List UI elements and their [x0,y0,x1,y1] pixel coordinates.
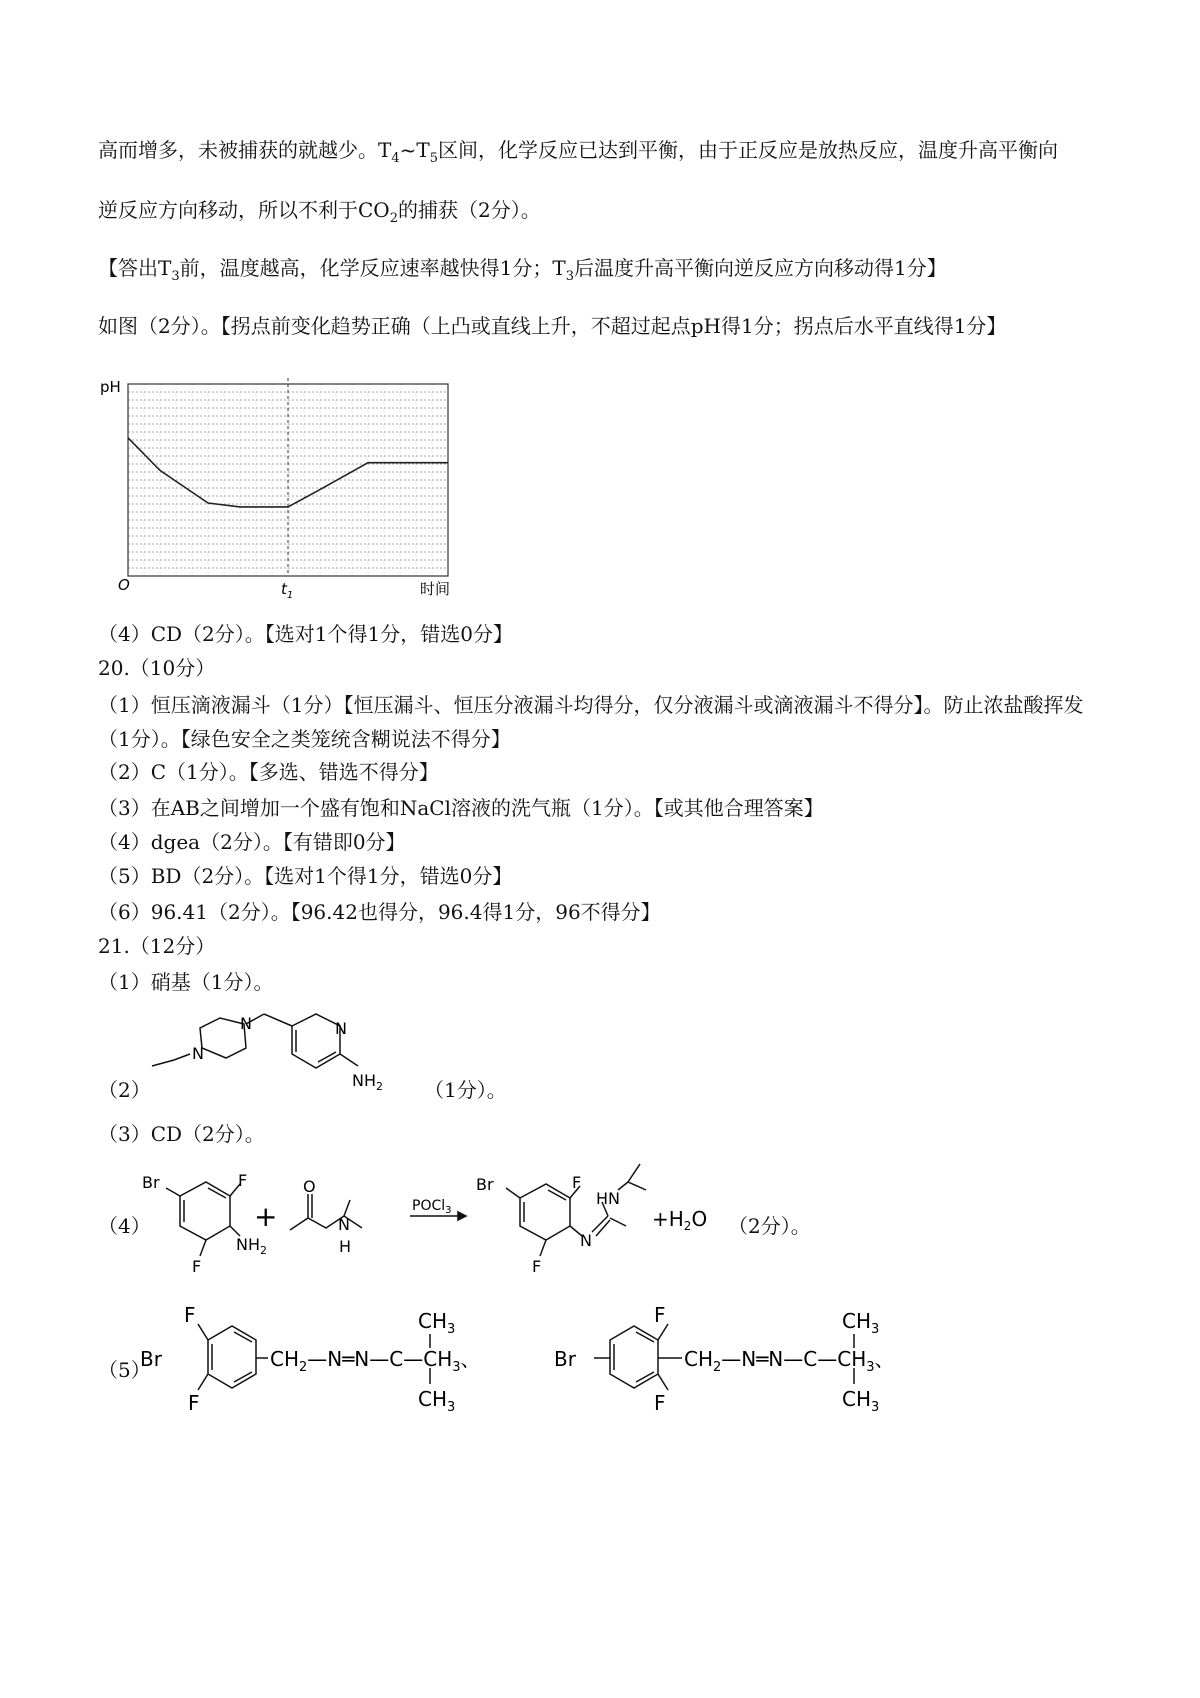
scoring-note-line: 【答出$T_3$前，温度越高，化学反应速率越快得1分；$T_3$后温度升高平衡向逆反应方向移动得1分】 [98,256,947,284]
atom-f-top: F [184,1303,196,1327]
atom-f-bottom: F [654,1391,666,1415]
atom-n: N [338,1215,350,1234]
x-axis-label: 时间 [420,580,451,598]
methyl-top: $CH_3$ [842,1309,880,1337]
text-line-1: 高而增多，未被捕获的就越少。$T_4\sim T_5$区间，化学反应已达到平衡，由于正反应是放热反应，温度升高平衡向 [98,138,1059,166]
q20-4-answer: （4）dgea（2分）。【有错即0分】 [98,830,406,854]
atom-f-2a: F [572,1173,582,1192]
atom-f-bottom: F [188,1391,200,1415]
reagent-label: POCl$_3$ [412,1198,452,1216]
atom-f-2b: F [532,1257,542,1276]
figure-caption-line: 如图（2分）。【拐点前变化趋势正确（上凸或直线上升，不超过起点pH得1分；拐点后水平直线得1分】 [98,314,1007,338]
y-axis-label: pH [100,378,121,396]
q21-4-label: （4） [98,1214,151,1238]
atom-n3: N [335,1019,347,1038]
q21-5-structure-1 [136,1300,556,1430]
side-chain: $CH_2—N═N—C—CH_3$、 [684,1347,895,1375]
atom-f-top: F [654,1303,666,1327]
q21-2-score: （1分）。 [424,1078,507,1102]
water-term: $+H_2O$ [652,1207,708,1233]
atom-h: H [339,1237,352,1256]
methyl-bottom: $CH_3$ [418,1387,456,1415]
q20-2-answer: （2）C（1分）。【多选、错选不得分】 [98,760,439,784]
atom-f-1b: F [192,1257,202,1276]
q20-5-answer: （5）BD（2分）。【选对1个得1分，错选0分】 [98,864,513,888]
atom-br-1: Br [142,1173,160,1192]
atom-f-1a: F [238,1171,248,1190]
q21-header: 21.（12分） [98,934,216,958]
atom-br-2: Br [476,1175,494,1194]
q21-5-structure-2 [550,1300,1010,1430]
plus-sign-1: + [254,1200,278,1233]
side-chain: $CH_2—N═N—C—CH_3$、 [270,1347,481,1375]
t1-label: $t_1$ [281,580,294,601]
origin-label: O [118,576,130,594]
atom-o: O [303,1177,316,1196]
atom-n-2: N [580,1231,592,1250]
atom-nh2: $NH_2$ [352,1071,383,1093]
atom-n1: N [192,1044,204,1063]
q20-6-answer: （6）96.41（2分）。【96.42也得分，96.4得1分，96不得分】 [98,900,661,924]
atom-nh2: $NH_2$ [236,1235,267,1257]
q20-header: 20.（10分） [98,656,216,680]
atom-br: Br [140,1347,162,1371]
methyl-top: $CH_3$ [418,1309,456,1337]
q21-3-answer: （3）CD（2分）。 [98,1122,265,1146]
q20-1-answer: （1）恒压滴液漏斗（1分）【恒压漏斗、恒压分液漏斗均得分，仅分液漏斗或滴液漏斗不得分】。防止浓盐酸挥发（1分）。【绿色安全之类笼统含糊说法不得分】 [98,693,1084,751]
atom-hn: HN [596,1189,620,1208]
ph-time-graph [96,372,476,604]
q21-4-score: （2分）。 [728,1214,811,1238]
text-line-2: 逆反应方向移动，所以不利于$CO_2$的捕获（2分）。 [98,198,541,226]
q21-5-label: （5） [98,1358,151,1382]
methyl-bottom: $CH_3$ [842,1387,880,1415]
q19-4-answer: （4）CD（2分）。【选对1个得1分，错选0分】 [98,622,513,646]
atom-br: Br [554,1347,576,1371]
q21-1-answer: （1）硝基（1分）。 [98,970,274,994]
q21-2-label: （2） [98,1078,151,1102]
q20-3-answer: （3）在AB之间增加一个盛有饱和NaCl溶液的洗气瓶（1分）。【或其他合理答案】 [98,796,824,820]
atom-n2: N [240,1014,252,1033]
